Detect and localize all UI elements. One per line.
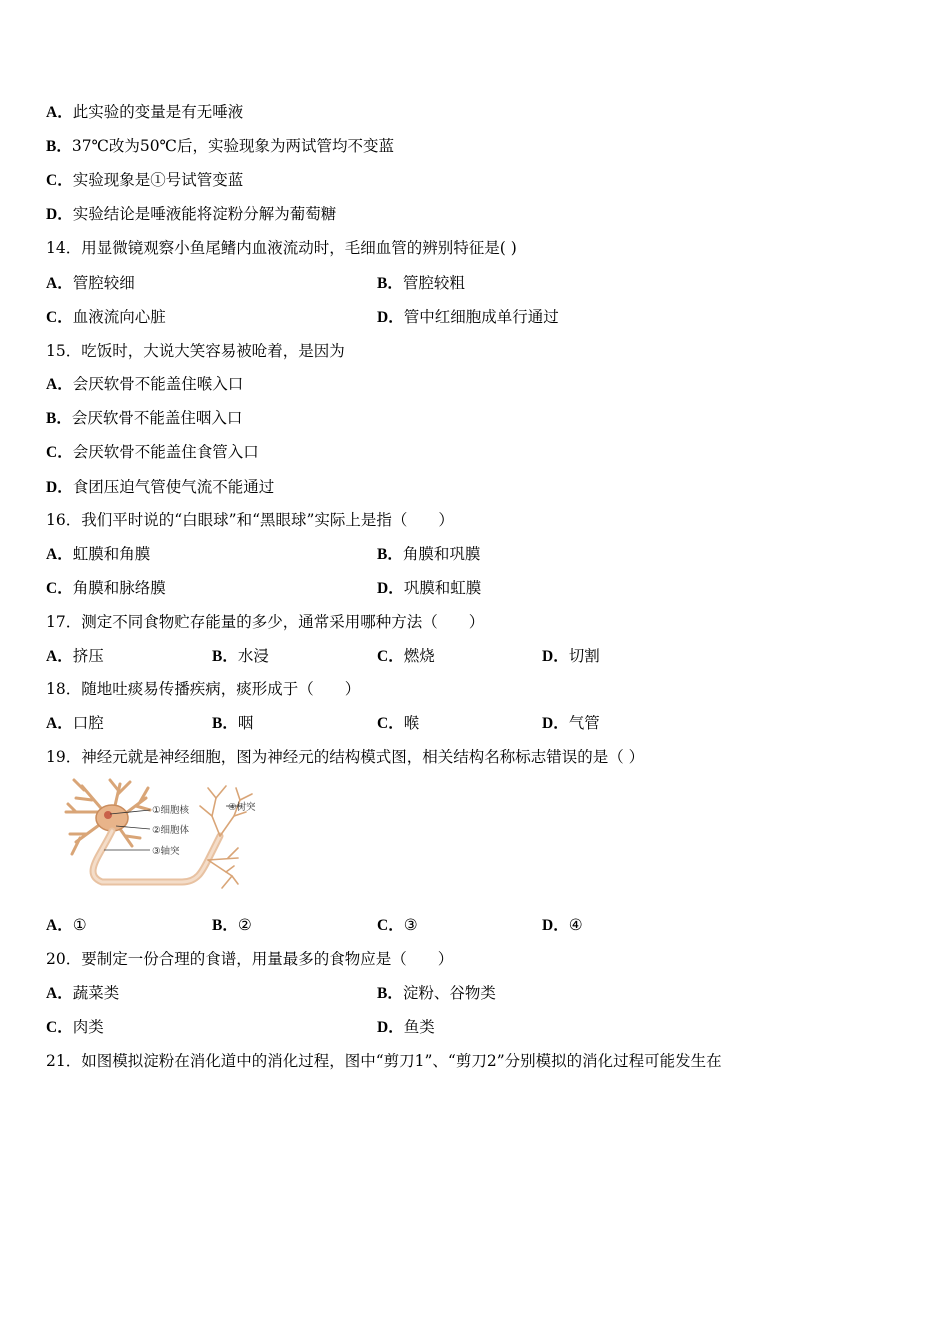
q16-option-a: A．虹膜和角膜 <box>46 545 151 563</box>
q20-option-d: D．鱼类 <box>377 1018 435 1036</box>
q18-option-d: D．气管 <box>542 714 600 732</box>
q19-options-row <box>46 915 746 935</box>
q18-stem: 18．随地吐痰易传播疾病，痰形成于（ ） <box>46 680 361 698</box>
label-nucleus: ①细胞核 <box>152 805 190 816</box>
label-axon: ③轴突 <box>152 846 180 857</box>
q21-stem: 21．如图模拟淀粉在消化道中的消化过程，图中“剪刀1”、“剪刀2”分别模拟的消化过程可能发生在 <box>46 1052 722 1070</box>
q17-stem: 17．测定不同食物贮存能量的多少，通常采用哪种方法（ ） <box>46 613 485 631</box>
q18-options-row <box>46 713 746 733</box>
q16-options-row2 <box>46 578 746 598</box>
q14-stem: 14．用显微镜观察小鱼尾鳍内血液流动时，毛细血管的辨别特征是( ) <box>46 239 517 257</box>
q16-options-row1 <box>46 544 746 564</box>
q20-option-b: B．淀粉、谷物类 <box>377 984 496 1002</box>
q13-option-c: C．实验现象是①号试管变蓝 <box>46 171 244 189</box>
q14-options-row2 <box>46 307 746 327</box>
label-dendrite: ④树突 <box>228 802 256 813</box>
q19-option-d: D．④ <box>542 916 583 934</box>
q15-option-c: C．会厌软骨不能盖住食管入口 <box>46 443 259 461</box>
label-cell-body: ②细胞体 <box>152 825 190 836</box>
q14-option-b: B．管腔较粗 <box>377 274 465 292</box>
nucleus <box>104 811 112 819</box>
neuron-svg <box>62 776 282 894</box>
q20-option-c: C．肉类 <box>46 1018 104 1036</box>
q14-options-row1 <box>46 273 746 293</box>
q19-stem: 19．神经元就是神经细胞，图为神经元的结构模式图，相关结构名称标志错误的是（ ） <box>46 748 645 766</box>
q19-option-c: C．③ <box>377 916 418 934</box>
q15-option-a: A．会厌软骨不能盖住喉入口 <box>46 375 244 393</box>
q17-option-b: B．水浸 <box>212 647 269 665</box>
q16-option-c: C．角膜和脉络膜 <box>46 579 166 597</box>
q16-stem: 16．我们平时说的“白眼球”和“黑眼球”实际上是指（ ） <box>46 511 454 529</box>
q20-options-row1 <box>46 983 746 1003</box>
q13-option-d: D．实验结论是唾液能将淀粉分解为葡萄糖 <box>46 205 337 223</box>
q15-option-b: B．会厌软骨不能盖住咽入口 <box>46 409 243 427</box>
q18-option-a: A．口腔 <box>46 714 104 732</box>
q16-option-d: D．巩膜和虹膜 <box>377 579 482 597</box>
q13-option-b: B．37℃改为50℃后，实验现象为两试管均不变蓝 <box>46 137 394 155</box>
q19-option-a: A．① <box>46 916 87 934</box>
q18-option-b: B．咽 <box>212 714 254 732</box>
q17-option-c: C．燃烧 <box>377 647 435 665</box>
q19-option-b: B．② <box>212 916 252 934</box>
q15-stem: 15．吃饭时，大说大笑容易被呛着，是因为 <box>46 342 345 360</box>
q20-option-a: A．蔬菜类 <box>46 984 120 1002</box>
cell-body <box>96 805 128 831</box>
q14-option-c: C．血液流向心脏 <box>46 308 166 326</box>
neuron-diagram <box>62 776 282 894</box>
q14-option-a: A．管腔较细 <box>46 274 135 292</box>
q15-option-d: D．食团压迫气管使气流不能通过 <box>46 478 275 496</box>
q20-stem: 20．要制定一份合理的食谱，用量最多的食物应是（ ） <box>46 950 454 968</box>
q17-option-d: D．切割 <box>542 647 600 665</box>
q14-option-d: D．管中红细胞成单行通过 <box>377 308 559 326</box>
q13-option-a: A．此实验的变量是有无唾液 <box>46 103 244 121</box>
q16-option-b: B．角膜和巩膜 <box>377 545 481 563</box>
q20-options-row2 <box>46 1017 746 1037</box>
q18-option-c: C．喉 <box>377 714 420 732</box>
q17-option-a: A．挤压 <box>46 647 104 665</box>
q17-options-row <box>46 646 746 666</box>
